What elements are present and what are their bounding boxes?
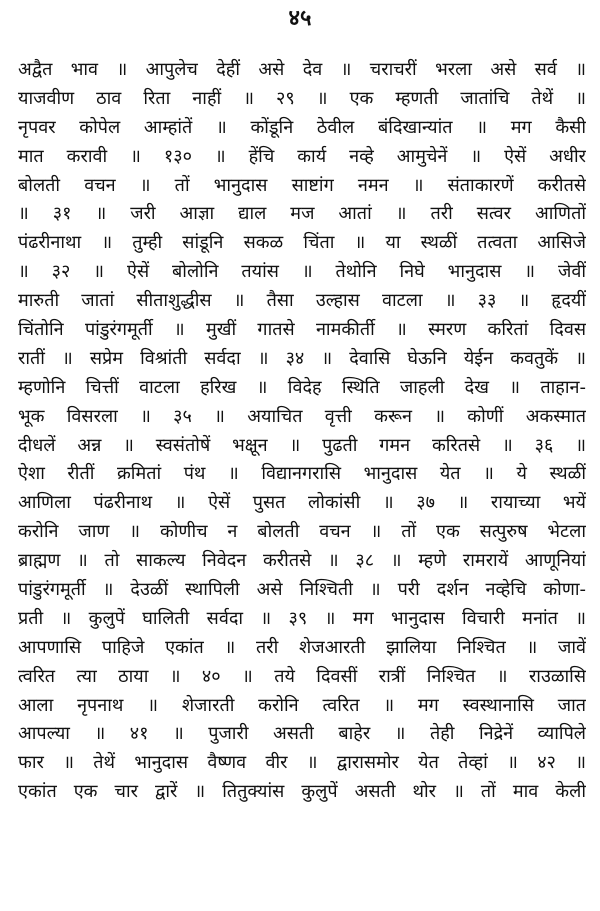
text-line: नृपवर कोपेल आम्हांतें ॥ कोंडूनि ठेवील बंदिखान्यांत ॥ मग कैसी [18, 116, 586, 138]
text-line: भूक विसरला ॥ ३५ ॥ अयाचित वृत्ती करून ॥ कोणीं अकस्मात [18, 405, 586, 427]
text-line: बोलती वचन ॥ तों भानुदास साष्टांग नमन ॥ संताकारणें करीतसे [18, 174, 586, 196]
text-line: त्वरित त्या ठाया ॥ ४० ॥ तये दिवसीं रात्रीं निश्चित ॥ राउळासि [18, 665, 586, 687]
text-line: एकांत एक चार द्वारें ॥ तितुक्यांस कुलुपें असती थोर ॥ तों माव केली [18, 781, 586, 803]
text-line: आणिला पंढरीनाथ ॥ ऐसें पुसत लोकांसी ॥ ३७ ॥ रायाच्या भयें [18, 492, 586, 514]
text-line: प्रती ॥ कुलुपें घालिती सर्वदा ॥ ३९ ॥ मग भानुदास विचारी मनांत ॥ [18, 607, 586, 629]
text-line: ॥ ३१ ॥ जरी आज्ञा द्याल मज आतां ॥ तरी सत्वर आणितों [18, 203, 586, 225]
text-line: पंढरीनाथा ॥ तुम्ही सांडूनि सकळ चिंता ॥ या स्थळीं तत्वता आसिजे [18, 232, 586, 254]
text-line: पांडुरंगमूर्ती ॥ देउळीं स्थापिली असे निश्चिती ॥ परी दर्शन नव्हेचि कोणा- [18, 579, 586, 601]
text-line: करोनि जाण ॥ कोणीच न बोलती वचन ॥ तों एक सत्पुरुष भेटला [18, 521, 586, 543]
text-line: ॥ ३२ ॥ ऐसें बोलोनि तयांस ॥ तेथोनि निघे भानुदास ॥ जेवीं [18, 261, 586, 283]
verse-text-block [18, 56, 586, 807]
text-line: म्हणोनि चित्तीं वाटला हरिख ॥ विदेह स्थिति जाहली देख ॥ ताहान- [18, 376, 586, 398]
text-line: चिंतोनि पांडुरंगमूर्ती ॥ मुखीं गातसे नामकीर्ती ॥ स्मरण करितां दिवस [18, 319, 586, 341]
text-line: मारुती जातां सीताशुद्धीस ॥ तैसा उल्हास वाटला ॥ ३३ ॥ हृदयीं [18, 290, 586, 312]
text-line: आला नृपनाथ ॥ शेजारती करोनि त्वरित ॥ मग स्वस्थानासि जात [18, 694, 586, 716]
text-line: आपल्या ॥ ४१ ॥ पुजारी असती बाहेर ॥ तेही निद्रेनें व्यापिले [18, 723, 586, 745]
text-line: दीधलें अन्न ॥ स्वसंतोषें भक्षून ॥ पुढती गमन करितसे ॥ ३६ ॥ [18, 434, 586, 456]
text-line: मात करावी ॥ १३० ॥ हेंचि कार्य नव्हे आमुचेनें ॥ ऐसें अधीर [18, 145, 586, 167]
page-number: ४५ [288, 6, 312, 31]
text-line: आपणासि पाहिजे एकांत ॥ तरी शेजआरती झालिया निश्चित ॥ जावें [18, 636, 586, 658]
text-line: अद्वैत भाव ॥ आपुलेच देहीं असे देव ॥ चराचरीं भरला असे सर्व ॥ [18, 59, 586, 80]
text-line: फार ॥ तेथें भानुदास वैष्णव वीर ॥ द्वारासमोर येत तेव्हां ॥ ४२ ॥ [18, 752, 586, 774]
text-line: ब्राह्मण ॥ तो साकल्य निवेदन करीतसे ॥ ३८ ॥ म्हणे रामरायें आणूनियां [18, 550, 586, 572]
text-line: ऐशा रीतीं क्रमितां पंथ ॥ विद्यानगरासि भानुदास येत ॥ ये स्थळीं [18, 463, 586, 485]
text-line: रातीं ॥ सप्रेम विश्रांती सर्वदा ॥ ३४ ॥ देवासि घेऊनि येईन कवतुकें ॥ [18, 347, 586, 369]
text-line: याजवीण ठाव रिता नाहीं ॥ २९ ॥ एक म्हणती जातांचि तेथें ॥ [18, 87, 586, 109]
